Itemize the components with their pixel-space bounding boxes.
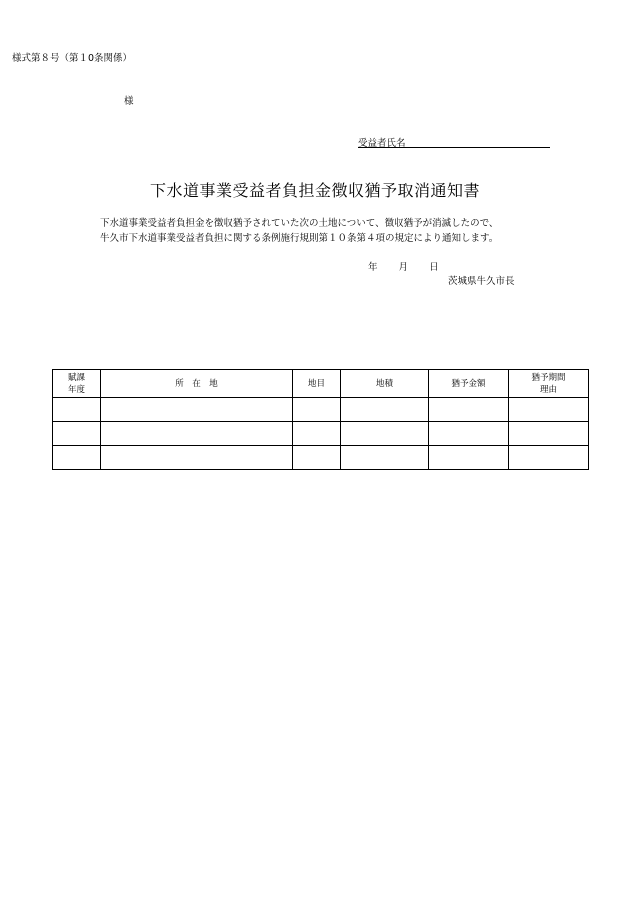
table-cell[interactable] [101, 398, 293, 422]
header-area-label: 地積 [375, 378, 393, 389]
issuer-name: 茨城県牛久市長 [448, 276, 515, 287]
header-deferral-period-line-1: 猶予期間 [531, 372, 566, 383]
table-cell[interactable] [509, 422, 589, 446]
table-cell[interactable] [53, 446, 101, 470]
table-cell[interactable] [509, 398, 589, 422]
table-cell[interactable] [429, 398, 509, 422]
deferral-table [52, 369, 589, 470]
table-cell[interactable] [429, 446, 509, 470]
table-cell[interactable] [53, 422, 101, 446]
table-cell[interactable] [293, 398, 341, 422]
table-cell[interactable] [429, 422, 509, 446]
addressee-honorific: 様 [124, 96, 134, 107]
issue-date [368, 259, 457, 273]
table-cell[interactable] [509, 446, 589, 470]
header-deferred-amount-label: 猶予金額 [451, 378, 486, 389]
header-location-label: 所 在 地 [175, 378, 218, 389]
table-row [53, 446, 589, 470]
date-year-label: 年 [368, 262, 378, 273]
table-cell[interactable] [53, 398, 101, 422]
header-deferral-period-line-2: 理由 [539, 384, 557, 395]
date-day-label: 日 [429, 262, 439, 273]
header-assessment-year-line-2: 年度 [67, 384, 85, 395]
recipient-name-label: 受益者氏名 [358, 138, 406, 149]
header-land-category [293, 370, 341, 398]
table-cell[interactable] [341, 422, 429, 446]
form-number: 様式第８号（第１0条関係） [12, 53, 133, 64]
notice-body-line-2: 牛久市下水道事業受益者負担に関する条例施行規則第１０条第４項の規定により通知します。 [100, 233, 499, 244]
recipient-name-field [358, 135, 550, 148]
header-deferred-amount [429, 370, 509, 398]
table-row [53, 422, 589, 446]
table-cell[interactable] [101, 446, 293, 470]
header-assessment-year-line-1: 賦課 [67, 372, 85, 383]
table-cell[interactable] [101, 422, 293, 446]
table-cell[interactable] [293, 446, 341, 470]
date-month-label: 月 [398, 262, 409, 273]
notice-body [100, 216, 570, 246]
table-cell[interactable] [341, 446, 429, 470]
header-area [341, 370, 429, 398]
header-land-category-label: 地目 [307, 378, 325, 389]
header-assessment-year [53, 370, 101, 398]
header-deferral-period-reason [509, 370, 589, 398]
notice-body-line-1: 下水道事業受益者負担金を徴収猶予されていた次の土地について、徴収猶予が消滅したので、 [100, 218, 499, 229]
table-cell[interactable] [293, 422, 341, 446]
header-location [101, 370, 293, 398]
table-cell[interactable] [341, 398, 429, 422]
table-row [53, 398, 589, 422]
document-title: 下水道事業受益者負担金徴収猶予取消通知書 [149, 181, 480, 200]
table-header-row [53, 370, 589, 398]
